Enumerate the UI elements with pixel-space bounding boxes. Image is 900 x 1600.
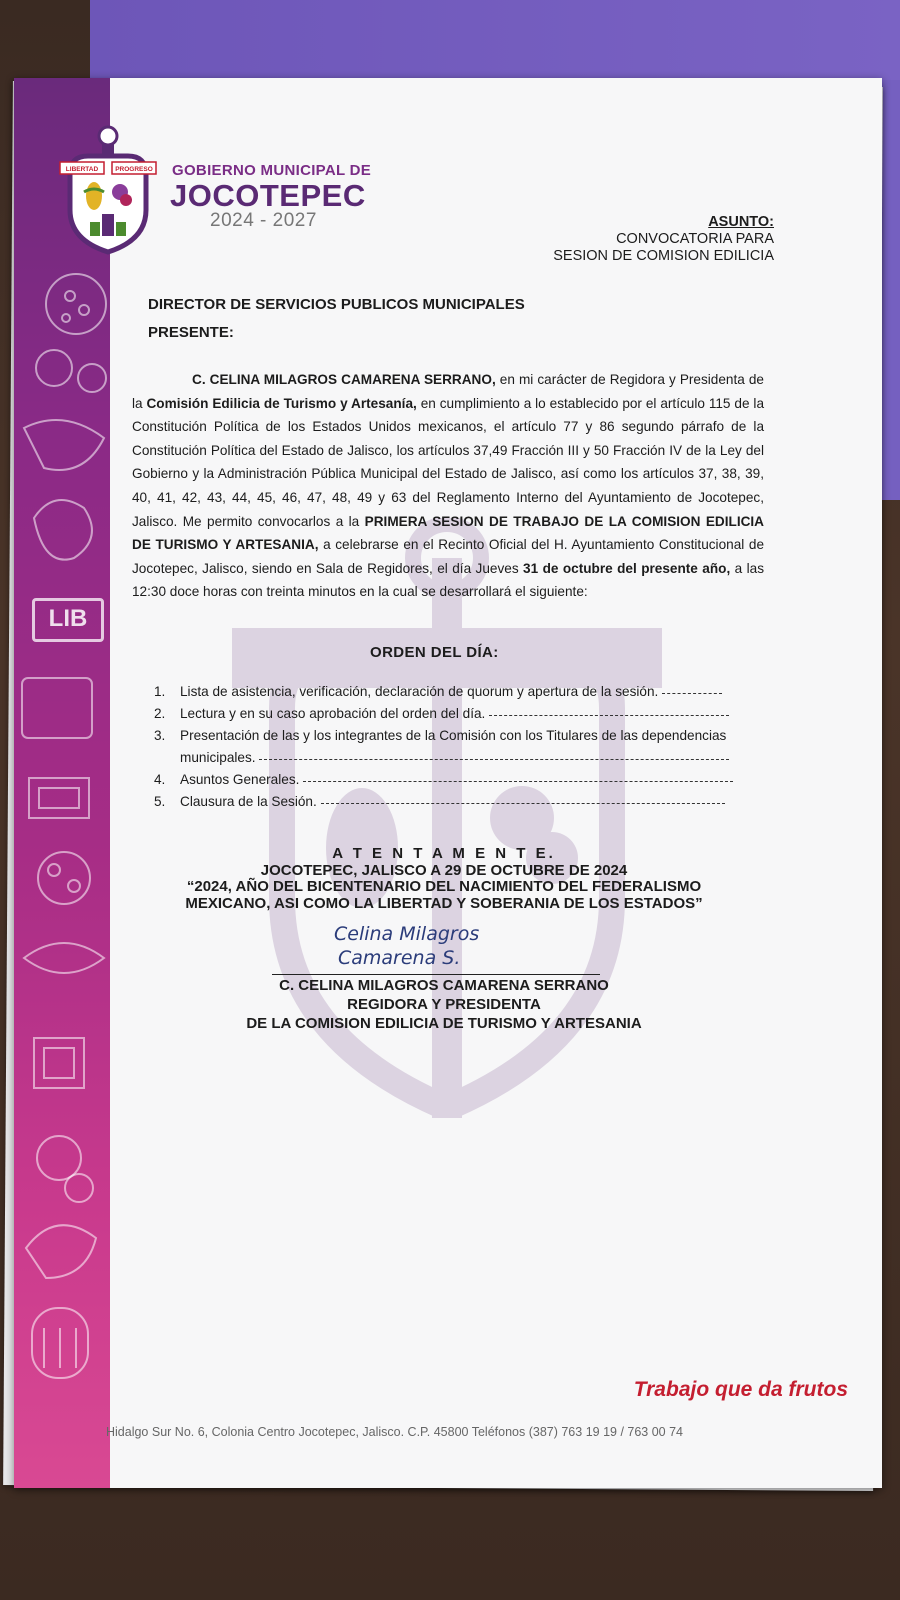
agenda-item-text: Lista de asistencia, verificación, declaración de quorum y apertura de la sesión. (180, 684, 659, 699)
brand-line-term: 2024 - 2027 (210, 210, 317, 231)
footer-address: Hidalgo Sur No. 6, Colonia Centro Jocotepec, Jalisco. C.P. 45800 Teléfonos (387) 763 19 19 / 763 00 74 (106, 1425, 683, 1439)
subject-line-2: SESION DE COMISION EDILICIA (553, 248, 774, 264)
closing-atentamente: A T E N T A M E N T E. (332, 845, 556, 862)
decorative-side-band (14, 78, 110, 1488)
agenda-item-number: 5. (154, 794, 166, 809)
brand-line-government: GOBIERNO MUNICIPAL DE (172, 162, 372, 179)
body-paragraph (132, 368, 764, 604)
sender-name: C. CELINA MILAGROS CAMARENA SERRANO, (192, 372, 496, 387)
agenda-item-text: Asuntos Generales. (180, 772, 300, 787)
agenda-item-text: Presentación de las y los integrantes de la Comisión con los Titulares de las dependencias municipales. (180, 728, 727, 765)
shield-icon (58, 122, 158, 256)
agenda-item-text: Clausura de la Sesión. (180, 794, 317, 809)
closing-place-date: JOCOTEPEC, JALISCO A 29 DE OCTUBRE DE 2024 (260, 861, 628, 879)
logo-banner-right: PROGRESO (115, 166, 153, 173)
municipal-shield-logo (58, 122, 158, 256)
band-pattern-icon (14, 78, 110, 1488)
signer-role-1: REGIDORA Y PRESIDENTA (347, 996, 541, 1013)
sidebar-tag: LIB (32, 598, 104, 642)
agenda-item (154, 725, 754, 769)
signature-line (272, 974, 600, 975)
subject-block (553, 214, 774, 265)
agenda-item-number: 1. (154, 684, 166, 699)
agenda-item (154, 703, 754, 725)
purple-folder (90, 0, 900, 90)
handwritten-signature (334, 922, 479, 970)
session-name: PRIMERA SESION DE TRABAJO DE LA COMISION EDILICIA DE TURISMO Y ARTESANIA, (132, 513, 765, 553)
signer-role-2: DE LA COMISION EDILICIA DE TURISMO Y ARTESANIA (246, 1015, 642, 1032)
body-text-1: en mi carácter de Regidora y Presidenta de la (132, 372, 764, 411)
closing-block (114, 846, 774, 912)
brand-line-municipality: JOCOTEPEC (170, 178, 366, 213)
session-date: 31 de octubre del presente año, (523, 560, 731, 576)
agenda-item (154, 681, 754, 703)
addressee: DIRECTOR DE SERVICIOS PUBLICOS MUNICIPALES (148, 296, 525, 313)
body-text-3: a celebrarse en el Recinto Oficial del H. Ayuntamiento Constitucional de Jocotepec, Jalisco, siendo en Sala de Regidores, el día Jueves (132, 537, 764, 576)
body-text-2: en cumplimiento a lo establecido por el artículo 115 de la Constitución Política de los Estados Unidos mexicanos, el artículo 77 y 86 segundo párrafo de la Constitución Política del Estado de Jalisco, los artículos 37,49 Fracción III y 50 Fracción IV de la Ley del Gobierno y la Administración Pública Municipal del Estado de Jalisco, así como los artículos 37, 38, 39, 40, 41, 42, 43, 44, 45, 46, 47, 48, 49 y 63 del Reglamento Interno del Ayuntamiento de Jocotepec, Jalisco. Me permito convocarlos a la (132, 395, 764, 529)
subject-heading: ASUNTO: (708, 214, 774, 230)
document-page (14, 78, 882, 1488)
subject-line-1: CONVOCATORIA PARA (616, 231, 774, 247)
agenda-list (154, 681, 754, 813)
signer-name: C. CELINA MILAGROS CAMARENA SERRANO (279, 977, 609, 994)
slogan: Trabajo que da frutos (633, 1378, 848, 1401)
commission-name: Comisión Edilicia de Turismo y Artesanía, (146, 395, 417, 411)
agenda-item-number: 4. (154, 772, 166, 787)
body-text-4: a las 12:30 doce horas con treinta minutos en la cual se desarrollará el siguiente: (132, 560, 764, 600)
salutation: PRESENTE: (148, 324, 234, 341)
agenda-item (154, 791, 754, 813)
closing-motto-2: MEXICANO, ASI COMO LA LIBERTAD Y SOBERANIA DE LOS ESTADOS” (185, 894, 703, 912)
signer-block (114, 976, 774, 1033)
agenda-item-text: Lectura y en su caso aprobación del orden del día. (180, 706, 486, 721)
agenda-title: ORDEN DEL DÍA: (370, 644, 499, 661)
agenda-item (154, 769, 754, 791)
closing-motto-1: “2024, AÑO DEL BICENTENARIO DEL NACIMIENTO DEL FEDERALISMO (186, 878, 702, 895)
agenda-item-number: 3. (154, 728, 166, 743)
logo-banner-left: LIBERTAD (65, 166, 99, 173)
signature-line-1: Celina Milagros (334, 923, 480, 945)
agenda-item-number: 2. (154, 706, 166, 721)
signature-line-2: Camarena S. (338, 947, 461, 969)
